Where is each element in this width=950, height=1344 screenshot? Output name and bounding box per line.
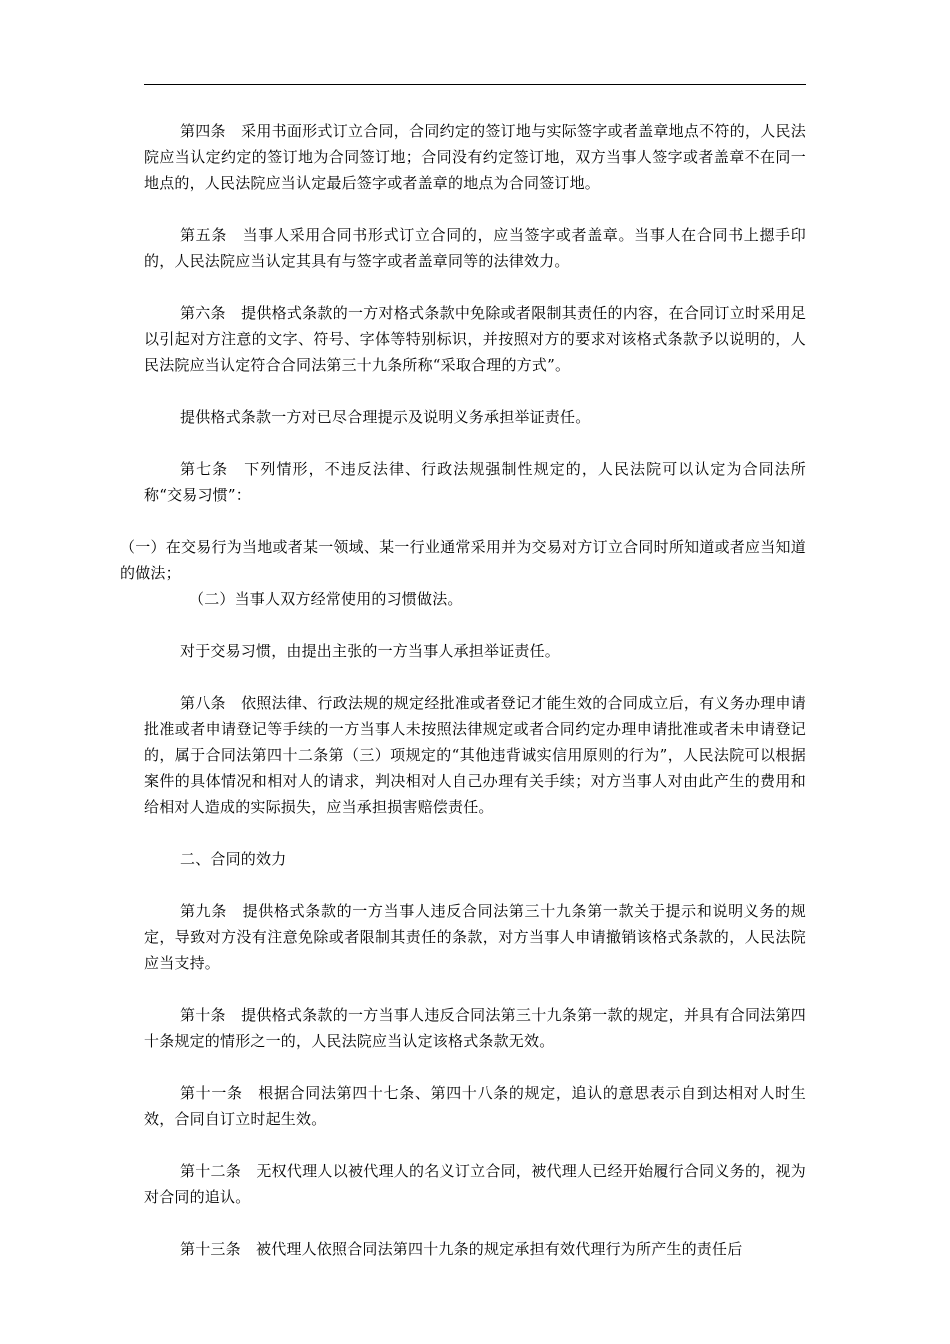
article-8: 第八条 依照法律、行政法规的规定经批准或者登记才能生效的合同成立后，有义务办理申请批准或者申请登记等手续的一方当事人未按照法律规定或者合同约定办理申请批准或者未申请登记的，属于合同法第四十二条第（三）项规定的“其他违背诚实信用原则的行为”，人民法院可以根据案件的具体情况和相对人的请求，判决相对人自己办理有关手续；对方当事人对由此产生的费用和给相对人造成的实际损失，应当承担损害赔偿责任。	[144, 694, 806, 816]
article-9: 第九条 提供格式条款的一方当事人违反合同法第三十九条第一款关于提示和说明义务的规定，导致对方没有注意免除或者限制其责任的条款，对方当事人申请撤销该格式条款的，人民法院应当支持。	[144, 902, 806, 972]
header-rule	[144, 84, 806, 85]
article-7-item-2: （二）当事人双方经常使用的习惯做法。	[189, 590, 463, 608]
article-13: 第十三条 被代理人依照合同法第四十九条的规定承担有效代理行为所产生的责任后	[180, 1240, 743, 1258]
article-5: 第五条 当事人采用合同书形式订立合同的，应当签字或者盖章。当事人在合同书上摁手印的，人民法院应当认定其具有与签字或者盖章同等的法律效力。	[144, 226, 806, 270]
article-12: 第十二条 无权代理人以被代理人的名义订立合同，被代理人已经开始履行合同义务的，视为对合同的追认。	[144, 1162, 806, 1206]
article-7-item-1: （一）在交易行为当地或者某一领域、某一行业通常采用并为交易对方订立合同时所知道或者应当知道的做法；	[120, 538, 806, 582]
article-10: 第十条 提供格式条款的一方当事人违反合同法第三十九条第一款的规定，并具有合同法第四十条规定的情形之一的，人民法院应当认定该格式条款无效。	[144, 1006, 806, 1050]
article-6: 第六条 提供格式条款的一方对格式条款中免除或者限制其责任的内容，在合同订立时采用足以引起对方注意的文字、符号、字体等特别标识，并按照对方的要求对该格式条款予以说明的，人民法院应当认定符合合同法第三十九条所称“采取合理的方式”。	[144, 304, 806, 374]
document-body	[120, 118, 806, 1288]
article-4: 第四条 采用书面形式订立合同，合同约定的签订地与实际签字或者盖章地点不符的，人民法院应当认定约定的签订地为合同签订地；合同没有约定签订地，双方当事人签字或者盖章不在同一地点的，人民法院应当认定最后签字或者盖章的地点为合同签订地。	[144, 122, 806, 192]
article-7-burden-of-proof: 对于交易习惯，由提出主张的一方当事人承担举证责任。	[180, 642, 561, 660]
article-7: 第七条 下列情形，不违反法律、行政法规强制性规定的，人民法院可以认定为合同法所称“交易习惯”：	[144, 460, 806, 504]
article-6-burden-of-proof: 提供格式条款一方对已尽合理提示及说明义务承担举证责任。	[180, 408, 591, 426]
section-heading: 二、合同的效力	[180, 850, 287, 868]
article-11: 第十一条 根据合同法第四十七条、第四十八条的规定，追认的意思表示自到达相对人时生效，合同自订立时起生效。	[144, 1084, 806, 1128]
